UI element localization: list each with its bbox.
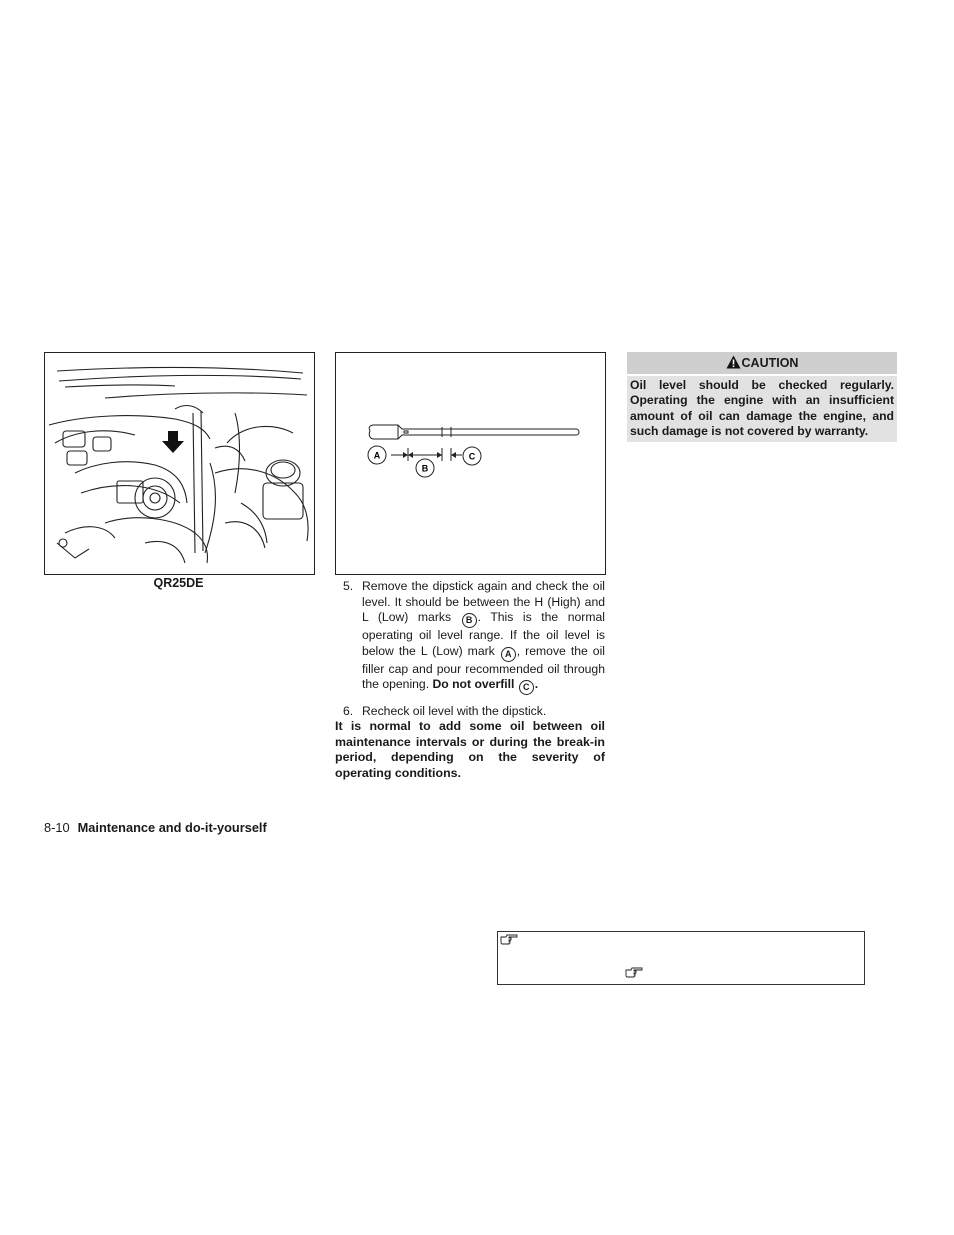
pointing-hand-icon[interactable] bbox=[500, 934, 518, 946]
page-number: 8-10 bbox=[44, 820, 70, 835]
mark-a: A bbox=[501, 647, 516, 662]
dipstick-label-a: A bbox=[373, 450, 381, 461]
step-number: 6. bbox=[343, 704, 354, 718]
step-5 bbox=[337, 579, 605, 695]
engine-illustration-figure bbox=[44, 352, 315, 575]
do-not-overfill: Do not overfill bbox=[432, 677, 518, 691]
pointing-hand-icon[interactable] bbox=[625, 967, 643, 979]
warning-triangle-icon bbox=[726, 355, 741, 369]
mark-b: B bbox=[462, 613, 477, 628]
step-text: Remove the dipstick again and check the oil level. It should be between the H (High) and L (Low) marks B . This is the normal operating oil level range. If the oil level is below the L (Low) mark A , remove the oil filler cap and pour recommended oil through the opening. Do not overfill C . bbox=[362, 579, 605, 695]
mark-c: C bbox=[519, 680, 534, 695]
navigation-box bbox=[497, 931, 865, 985]
down-arrow-icon bbox=[162, 431, 184, 453]
step-text: Recheck oil level with the dipstick. bbox=[362, 704, 547, 718]
engine-oil-dipstick-location-illustration bbox=[45, 353, 314, 574]
dipstick-label-b: B bbox=[421, 463, 429, 474]
caution-text: Oil level should be checked regularly. Operating the engine with an insufficient amount of oil can damage the engine, and such damage is not covered by warranty. bbox=[627, 376, 897, 442]
procedure-steps bbox=[337, 579, 605, 729]
oil-note: It is normal to add some oil between oil maintenance intervals or during the break-in period, depending on the severity of operating conditions. bbox=[335, 719, 605, 780]
caution-title: CAUTION bbox=[741, 356, 799, 370]
section-title: Maintenance and do-it-yourself bbox=[77, 820, 267, 835]
dipstick-level-illustration bbox=[336, 353, 605, 574]
step-6 bbox=[337, 704, 605, 720]
figure-caption: QR25DE bbox=[153, 576, 204, 590]
dipstick-illustration-figure bbox=[335, 352, 606, 575]
step-number: 5. bbox=[343, 579, 354, 593]
caution-header bbox=[627, 352, 897, 374]
page-footer bbox=[44, 820, 267, 835]
dipstick-label-c: C bbox=[468, 451, 476, 462]
